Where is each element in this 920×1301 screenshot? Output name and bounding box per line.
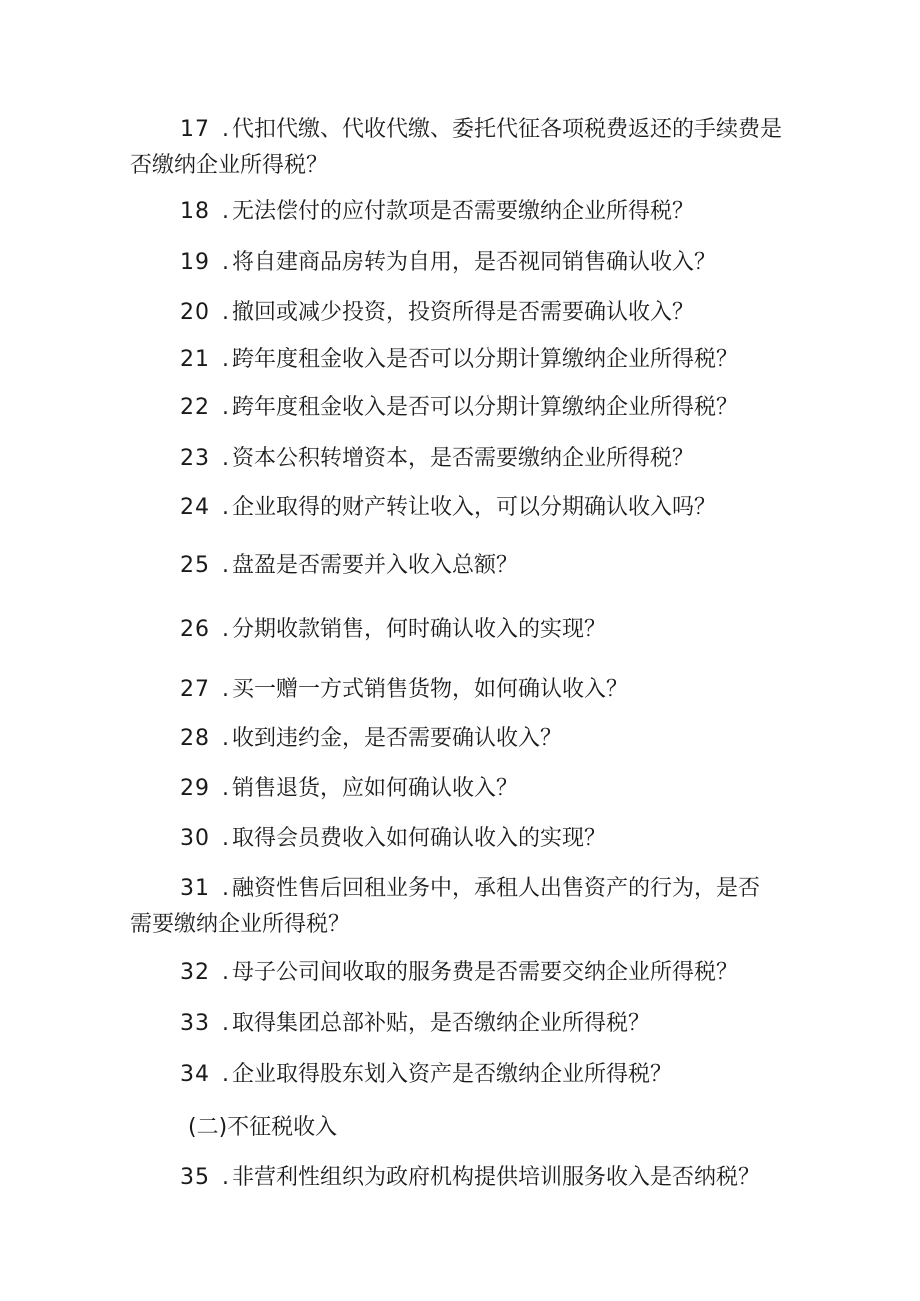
- section-heading: (二)不征税收入: [188, 1115, 338, 1140]
- question-number: 25: [180, 553, 210, 578]
- question-text: 母子公司间收取的服务费是否需要交纳企业所得税？: [232, 960, 739, 985]
- question-number: 29: [180, 776, 210, 801]
- question-18: 18 . 无法偿付的应付款项是否需要缴纳企业所得税？: [130, 194, 810, 230]
- question-30: 30 . 取得会员费收入如何确认收入的实现？: [130, 821, 810, 857]
- question-text: 资本公积转增资本，是否需要缴纳企业所得税？: [232, 446, 695, 471]
- question-text: 收到违约金，是否需要确认收入？: [232, 726, 563, 751]
- question-text: 取得集团总部补贴，是否缴纳企业所得税？: [232, 1011, 651, 1036]
- question-31: 31 . 融资性售后回租业务中，承租人出售资产的行为，是否 需要缴纳企业所得税？: [130, 871, 810, 943]
- question-number: 28: [180, 726, 210, 751]
- question-number: 18: [180, 199, 210, 224]
- question-34: 34 . 企业取得股东划入资产是否缴纳企业所得税？: [130, 1057, 810, 1093]
- question-text: 分期收款销售，何时确认收入的实现？: [232, 617, 607, 642]
- question-number: 23: [180, 446, 210, 471]
- question-text: 跨年度租金收入是否可以分期计算缴纳企业所得税？: [232, 347, 739, 372]
- question-text: 将自建商品房转为自用，是否视同销售确认收入？: [232, 250, 717, 275]
- question-number: 22: [180, 395, 210, 420]
- question-text: 撤回或减少投资，投资所得是否需要确认收入？: [232, 300, 695, 325]
- question-23: 23 . 资本公积转增资本，是否需要缴纳企业所得税？: [130, 441, 810, 477]
- question-number: 35: [180, 1165, 210, 1190]
- question-text: 企业取得的财产转让收入，可以分期确认收入吗？: [232, 495, 717, 520]
- question-number: 32: [180, 960, 210, 985]
- question-text: 融资性售后回租业务中，承租人出售资产的行为，是否: [232, 876, 761, 901]
- question-25: 25 . 盘盈是否需要并入收入总额？: [130, 548, 810, 584]
- question-number: 17: [180, 117, 210, 142]
- question-text-continued: 否缴纳企业所得税？: [130, 153, 329, 178]
- question-28: 28 . 收到违约金，是否需要确认收入？: [130, 721, 810, 757]
- question-text: 买一赠一方式销售货物，如何确认收入？: [232, 677, 629, 702]
- question-number: 30: [180, 826, 210, 851]
- question-21: 21 . 跨年度租金收入是否可以分期计算缴纳企业所得税？: [130, 342, 810, 378]
- question-22: 22 . 跨年度租金收入是否可以分期计算缴纳企业所得税？: [130, 390, 810, 426]
- question-number: 20: [180, 300, 210, 325]
- question-number: 34: [180, 1062, 210, 1087]
- question-32: 32 . 母子公司间收取的服务费是否需要交纳企业所得税？: [130, 955, 810, 991]
- question-number: 19: [180, 250, 210, 275]
- question-24: 24 . 企业取得的财产转让收入，可以分期确认收入吗？: [130, 490, 810, 526]
- question-number: 31: [180, 876, 210, 901]
- question-27: 27 . 买一赠一方式销售货物，如何确认收入？: [130, 672, 810, 708]
- question-number: 24: [180, 495, 210, 520]
- question-text: 无法偿付的应付款项是否需要缴纳企业所得税？: [232, 199, 695, 224]
- question-19: 19 . 将自建商品房转为自用，是否视同销售确认收入？: [130, 245, 810, 281]
- question-17: 17 . 代扣代缴、代收代缴、委托代征各项税费返还的手续费是 否缴纳企业所得税？: [130, 112, 810, 184]
- question-text: 非营利性组织为政府机构提供培训服务收入是否纳税？: [232, 1165, 761, 1190]
- question-number: 21: [180, 347, 210, 372]
- question-text: 取得会员费收入如何确认收入的实现？: [232, 826, 607, 851]
- question-20: 20 . 撤回或减少投资，投资所得是否需要确认收入？: [130, 295, 810, 331]
- question-text: 盘盈是否需要并入收入总额？: [232, 553, 519, 578]
- question-text: 代扣代缴、代收代缴、委托代征各项税费返还的手续费是: [232, 117, 783, 142]
- question-text: 跨年度租金收入是否可以分期计算缴纳企业所得税？: [232, 395, 739, 420]
- question-26: 26 . 分期收款销售，何时确认收入的实现？: [130, 612, 810, 648]
- question-33: 33 . 取得集团总部补贴，是否缴纳企业所得税？: [130, 1006, 810, 1042]
- question-number: 27: [180, 677, 210, 702]
- question-29: 29 . 销售退货，应如何确认收入？: [130, 771, 810, 807]
- question-number: 26: [180, 617, 210, 642]
- question-text-continued: 需要缴纳企业所得税？: [130, 912, 351, 937]
- question-text: 销售退货，应如何确认收入？: [232, 776, 519, 801]
- question-35: 35 . 非营利性组织为政府机构提供培训服务收入是否纳税？: [130, 1160, 810, 1196]
- question-text: 企业取得股东划入资产是否缴纳企业所得税？: [232, 1062, 673, 1087]
- question-number: 33: [180, 1011, 210, 1036]
